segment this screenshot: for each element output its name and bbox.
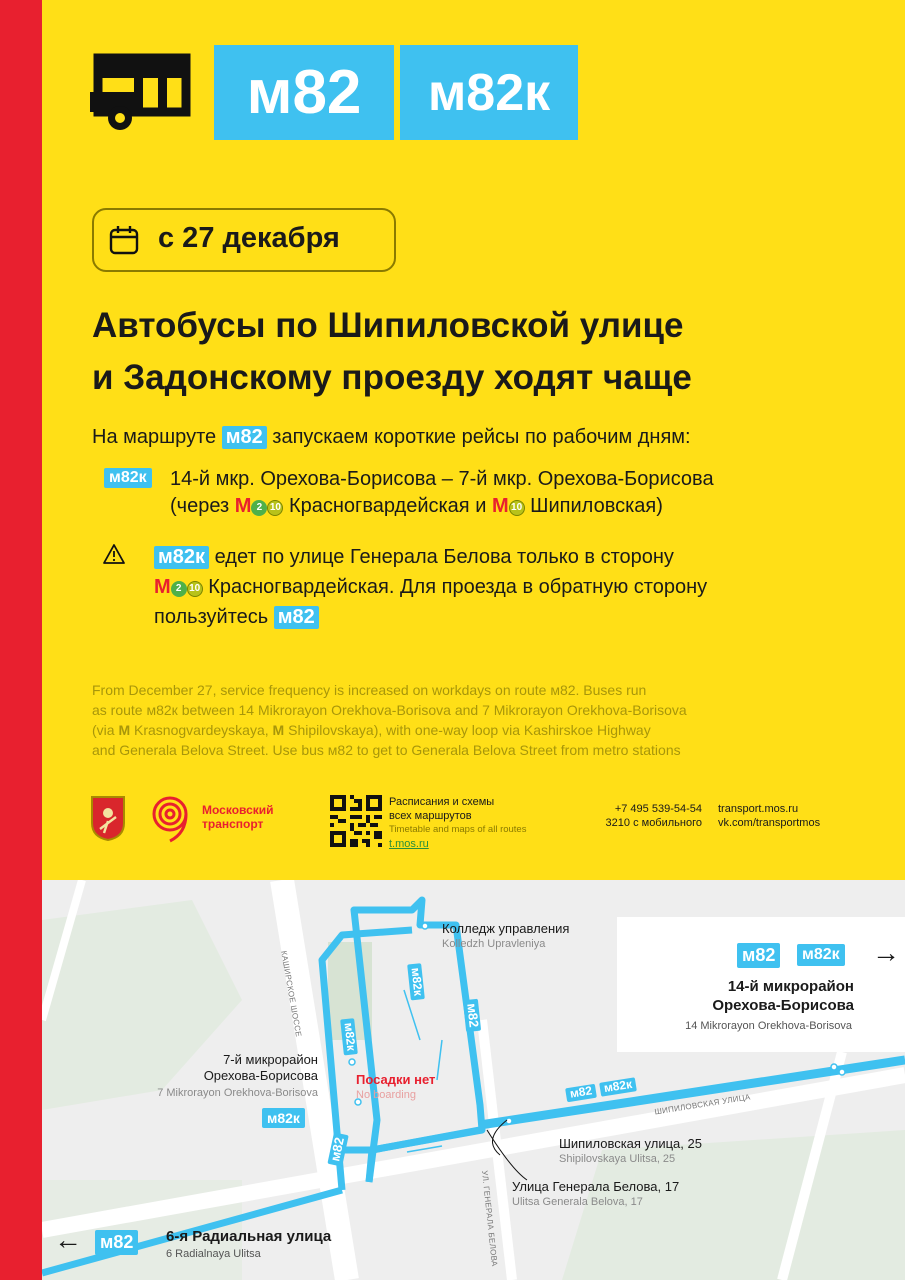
line-10-badge: 10: [509, 500, 525, 516]
route-chip-m82: м82: [222, 426, 267, 449]
intro-text: [92, 424, 691, 451]
stop-7mkr: [128, 1052, 318, 1084]
english-summary: [92, 680, 852, 760]
arrow-right-icon: →: [872, 937, 900, 968]
short-route-desc: [170, 466, 714, 520]
line-2-badge: 2: [171, 581, 187, 597]
short-route-line1: 14-й мкр. Орехова-Борисова – 7-й мкр. Орехова-Борисова: [170, 468, 714, 490]
no-boarding-label: Посадки нет: [356, 1072, 436, 1087]
qr-caption: [389, 795, 526, 851]
warning-text-1: едет по улице Генерала Белова только в сторону: [214, 546, 674, 568]
warning-icon: [102, 543, 126, 565]
line-10-badge: 10: [187, 581, 203, 597]
line-2-badge: 2: [251, 500, 267, 516]
red-side-stripe: [0, 0, 42, 1280]
brand-line-1: Московский: [202, 803, 274, 817]
metro-icon: М: [234, 495, 252, 517]
short-route-line2: [170, 493, 714, 520]
destination-chip-m82: м82: [737, 943, 780, 968]
metro-icon: М: [118, 722, 131, 738]
station-krasnogvardeyskaya: Красногвардейская.: [208, 576, 395, 598]
title-line-1: Автобусы по Шипиловской улице: [92, 306, 684, 345]
map-route-chip-m82k: м82к: [262, 1108, 305, 1128]
route-chip-m82k: м82к: [154, 546, 209, 569]
qr-caption-line-1: Расписания и схемы: [389, 796, 495, 808]
warning-text: [154, 542, 707, 632]
stop-generala-belova-17: Улица Генерала Белова, 17: [512, 1179, 680, 1194]
intro-before: На маршруте: [92, 426, 217, 448]
stop-generala-belova-17-en: Ulitsa Generala Belova, 17: [512, 1196, 643, 1208]
moscow-transport-logo-icon: [146, 795, 194, 843]
map-route-chip-m82: м82: [463, 999, 481, 1032]
destination-14mkr-en: 14 Mikrorayon Orekhova-Borisova: [685, 1020, 852, 1032]
bus-icon: [90, 52, 194, 136]
stop-radial-6-en: 6 Radialnaya Ulitsa: [166, 1248, 261, 1260]
qr-link[interactable]: t.mos.ru: [389, 838, 429, 850]
moscow-coat-of-arms-icon: [90, 795, 126, 841]
website-link[interactable]: transport.mos.ru: [718, 803, 799, 815]
destination-14mkr: [624, 977, 854, 1015]
stop-7mkr-en: 7 Mikrorayon Orekhova-Borisova: [157, 1087, 318, 1099]
stop-college-en: Kolledzh Upravleniya: [442, 938, 546, 950]
vk-link[interactable]: vk.com/transportmos: [718, 817, 821, 829]
warning-text-2: Для проезда в обратную сторону: [400, 576, 708, 598]
stop-radial-6: 6-я Радиальная улица: [166, 1228, 332, 1245]
and-text: и: [475, 495, 487, 517]
date-pill: [92, 208, 396, 272]
destination-line-1: 14-й микрорайон: [727, 978, 854, 995]
station-krasnogvardeyskaya: Красногвардейская: [288, 495, 470, 517]
street-label-shipilovskaya: ШИПИЛОВСКАЯ УЛИЦА: [653, 1092, 752, 1117]
brand-name: [202, 803, 274, 831]
effective-date: с 27 декабря: [158, 222, 340, 254]
route-badge-m82k: м82к: [400, 45, 578, 140]
stop-college: Колледж управления: [442, 921, 570, 936]
warning-text-3: пользуйтесь: [154, 606, 269, 628]
map-route-chip-m82: м82: [327, 1132, 348, 1166]
radial-chip-m82: м82: [95, 1230, 138, 1255]
calendar-icon: [108, 224, 140, 256]
warning-line3: [154, 602, 707, 632]
english-line-2: as route м82к between 14 Mikrorayon Orekhova-Borisova and 7 Mikrorayon Orekhova-Borisova: [92, 702, 687, 718]
qr-code[interactable]: [330, 795, 382, 847]
street-label-kashirskoe: КАШИРСКОЕ ШОССЕ: [279, 950, 304, 1038]
no-boarding-label-en: No boarding: [356, 1089, 416, 1101]
metro-icon: М: [154, 576, 171, 598]
stop-7mkr-line-1: 7-й микрорайон: [223, 1052, 318, 1067]
english-line-4: and Generala Belova Street. Use bus м82 to get to Generala Belova Street from metro stations: [92, 742, 681, 758]
english-station-1: Krasnogvardeyskaya,: [134, 722, 269, 738]
line-10-badge: 10: [267, 500, 283, 516]
phone-number[interactable]: +7 495 539-54-54: [614, 803, 702, 815]
stop-shipilovskaya-25-en: Shipilovskaya Ulitsa, 25: [559, 1153, 676, 1165]
english-line-3: [92, 720, 852, 740]
map-route-chip-m82: м82: [565, 1084, 597, 1102]
arrow-left-icon: ←: [54, 1224, 82, 1255]
station-shipilovskaya: Шипиловская): [530, 495, 663, 517]
via-text: (через: [170, 495, 230, 517]
street-label-generala-belova: УЛ. ГЕНЕРАЛА БЕЛОВА: [480, 1170, 500, 1268]
qr-caption-en: Timetable and maps of all routes: [389, 824, 527, 835]
phone-contacts: [580, 802, 702, 830]
english-station-2: Shipilovskaya), with one-way loop via Kashirskoe Highway: [288, 722, 651, 738]
route-chip-m82k: м82к: [104, 468, 152, 488]
brand-line-2: транспорт: [202, 817, 264, 831]
map-route-chip-m82k: м82к: [599, 1077, 637, 1096]
title-line-2: и Задонскому проезду ходят чаще: [92, 358, 692, 397]
route-badge-m82: м82: [214, 45, 394, 140]
stop-shipilovskaya-25: Шипиловская улица, 25: [559, 1136, 702, 1151]
map-route-chip-m82k: м82к: [407, 963, 425, 1000]
map-route-chip-m82k: м82к: [340, 1018, 358, 1055]
destination-chip-m82k: м82к: [797, 944, 845, 966]
metro-icon: М: [491, 495, 509, 517]
destination-line-2: Орехова-Борисова: [712, 997, 854, 1014]
intro-after: запускаем короткие рейсы по рабочим дням:: [272, 426, 691, 448]
route-chip-m82: м82: [274, 606, 319, 629]
warning-line2: [154, 572, 707, 602]
route-map: [42, 880, 905, 1280]
web-contacts: [718, 802, 820, 830]
stop-7mkr-line-2: Орехова-Борисова: [203, 1068, 318, 1083]
warning-line1: [154, 542, 707, 572]
metro-icon: М: [272, 722, 285, 738]
english-via: (via: [92, 722, 115, 738]
page-title: [92, 300, 852, 404]
mobile-number: 3210 с мобильного: [605, 817, 702, 829]
english-line-1: From December 27, service frequency is increased on workdays on route м82. Buses run: [92, 682, 647, 698]
qr-caption-line-2: всех маршрутов: [389, 810, 472, 822]
